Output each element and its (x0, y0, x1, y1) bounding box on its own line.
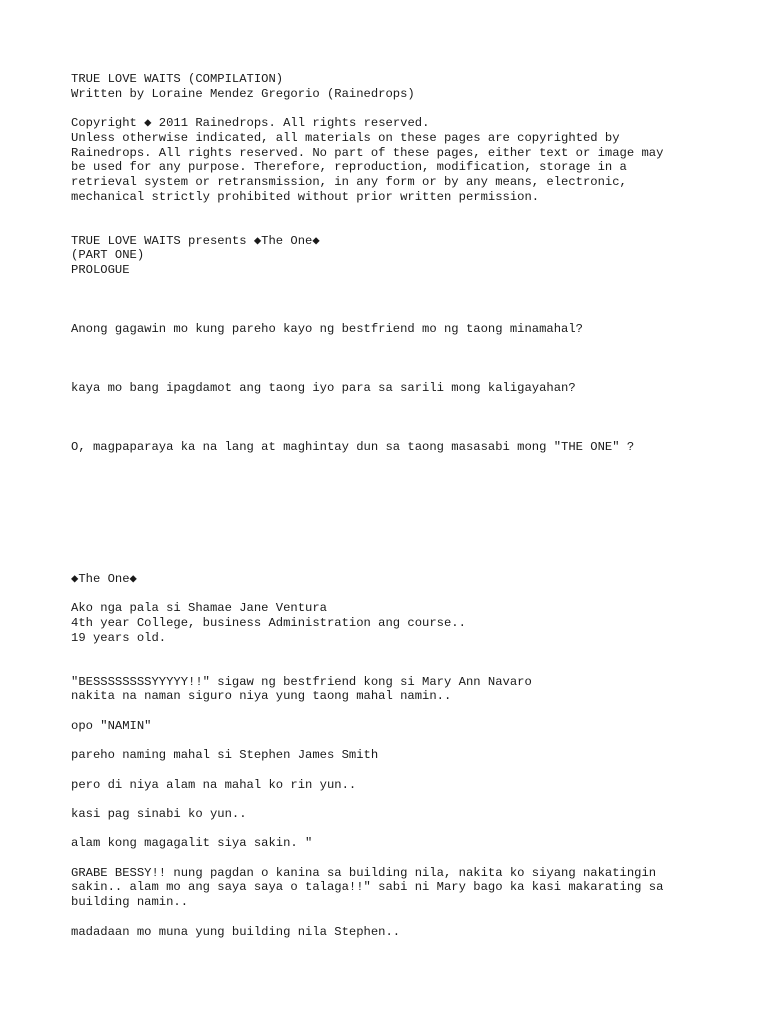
story-line: pero di niya alam na mahal ko rin yun.. (71, 777, 357, 792)
prologue-question: Anong gagawin mo kung pareho kayo ng bestfriend mo ng taong minamahal? (71, 321, 583, 336)
prologue-question: O, magpaparaya ka na lang at maghintay dun sa taong masasabi mong "THE ONE" ? (71, 439, 635, 454)
story-line: kasi pag sinabi ko yun.. (71, 806, 247, 821)
copyright-body-line: Rainedrops. All rights reserved. No part of these pages, either text or image may (71, 145, 664, 160)
copyright-body-line: mechanical strictly prohibited without prior written permission. (71, 189, 540, 204)
story-line: pareho naming mahal si Stephen James Smith (71, 748, 379, 763)
intro-line: Ako nga pala si Shamae Jane Ventura (71, 601, 327, 616)
intro-line: 19 years old. (71, 630, 167, 645)
copyright-line: Copyright ◆ 2011 Rainedrops. All rights reserved. (71, 116, 430, 131)
story-line: madadaan mo muna yung building nila Stephen.. (71, 924, 401, 939)
story-line: nakita na naman siguro niya yung taong mahal namin.. (71, 689, 452, 704)
chapter-heading: ◆The One◆ (71, 571, 137, 586)
document-title: TRUE LOVE WAITS (COMPILATION) (71, 72, 284, 86)
story-line: opo "NAMIN" (71, 718, 152, 733)
story-line: sakin.. alam mo ang saya saya o talaga!!" sabi ni Mary bago ka kasi makarating sa (71, 880, 664, 895)
story-line: "BESSSSSSSSYYYYY!!" sigaw ng bestfriend kong si Mary Ann Navaro (71, 674, 532, 689)
story-line: alam kong magagalit siya sakin. " (71, 836, 313, 851)
copyright-body-line: retrieval system or retransmission, in any form or by any means, electronic, (71, 174, 627, 189)
presents-line: TRUE LOVE WAITS presents ◆The One◆ (71, 233, 320, 248)
author-line: Written by Loraine Mendez Gregorio (Rainedrops) (71, 86, 415, 101)
prologue-question: kaya mo bang ipagdamot ang taong iyo para sa sarili mong kaligayahan? (71, 380, 576, 395)
copyright-body-line: be used for any purpose. Therefore, reproduction, modification, storage in a (71, 160, 627, 175)
part-label: (PART ONE) (71, 248, 145, 263)
prologue-heading: PROLOGUE (71, 263, 130, 278)
intro-line: 4th year College, business Administration ang course.. (71, 615, 466, 630)
document-page (71, 72, 711, 939)
story-line: GRABE BESSY!! nung pagdan o kanina sa building nila, nakita ko siyang nakatingin (71, 865, 657, 880)
copyright-body-line: Unless otherwise indicated, all materials on these pages are copyrighted by (71, 130, 620, 145)
story-line: building namin.. (71, 895, 189, 910)
